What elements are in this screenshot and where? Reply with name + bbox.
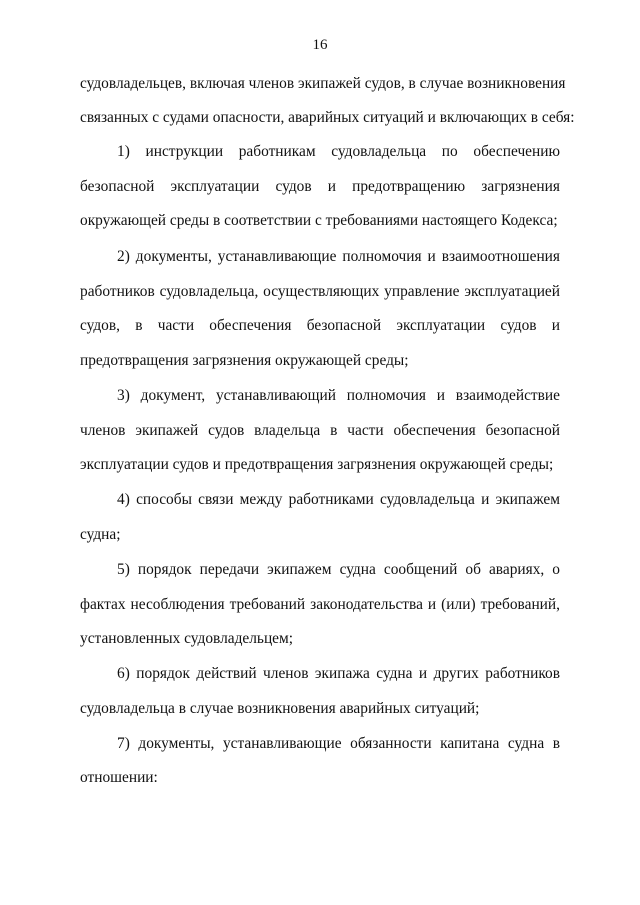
page-number: 16 [312, 37, 328, 53]
text-line: судов, в части обеспечения безопасной эксплуатации судов и [80, 317, 560, 334]
list-item-3-text: 3) документ, устанавливающий полномочия и взаимодействие [117, 387, 560, 404]
text-line: работников судовладельца, осуществляющих управление эксплуатацией [80, 283, 560, 300]
text-line: безопасной эксплуатации судов и предотвращению загрязнения [80, 178, 560, 195]
text-line: окружающей среды в соответствии с требованиями настоящего Кодекса; [80, 212, 558, 229]
list-item-7-text: 7) документы, устанавливающие обязанности капитана судна в [117, 735, 560, 752]
text-line: судовладельца в случае возникновения аварийных ситуаций; [80, 700, 480, 717]
text-line: отношении: [80, 769, 158, 786]
text-line: судна; [80, 526, 121, 543]
list-item-4-text: 4) способы связи между работниками судовладельца и экипажем [117, 491, 560, 508]
list-item-2-text: 2) документы, устанавливающие полномочия и взаимоотношения [117, 248, 560, 265]
list-item-1-text: 1) инструкции работникам судовладельца по обеспечению [117, 143, 560, 160]
list-item-6-text: 6) порядок действий членов экипажа судна и других работников [117, 665, 560, 682]
text-line: предотвращения загрязнения окружающей среды; [80, 352, 409, 369]
text-line: фактах несоблюдения требований законодательства и (или) требований, [80, 596, 560, 613]
text-line: связанных с судами опасности, аварийных ситуаций и включающих в себя: [80, 109, 575, 126]
list-item-5-text: 5) порядок передачи экипажем судна сообщений об авариях, о [117, 561, 560, 578]
text-line: установленных судовладельцем; [80, 630, 294, 647]
text-line: судовладельцев, включая членов экипажей судов, в случае возникновения [80, 75, 566, 92]
text-line: членов экипажей судов владельца в части обеспечения безопасной [80, 422, 560, 439]
text-line: эксплуатации судов и предотвращения загрязнения окружающей среды; [80, 456, 554, 473]
